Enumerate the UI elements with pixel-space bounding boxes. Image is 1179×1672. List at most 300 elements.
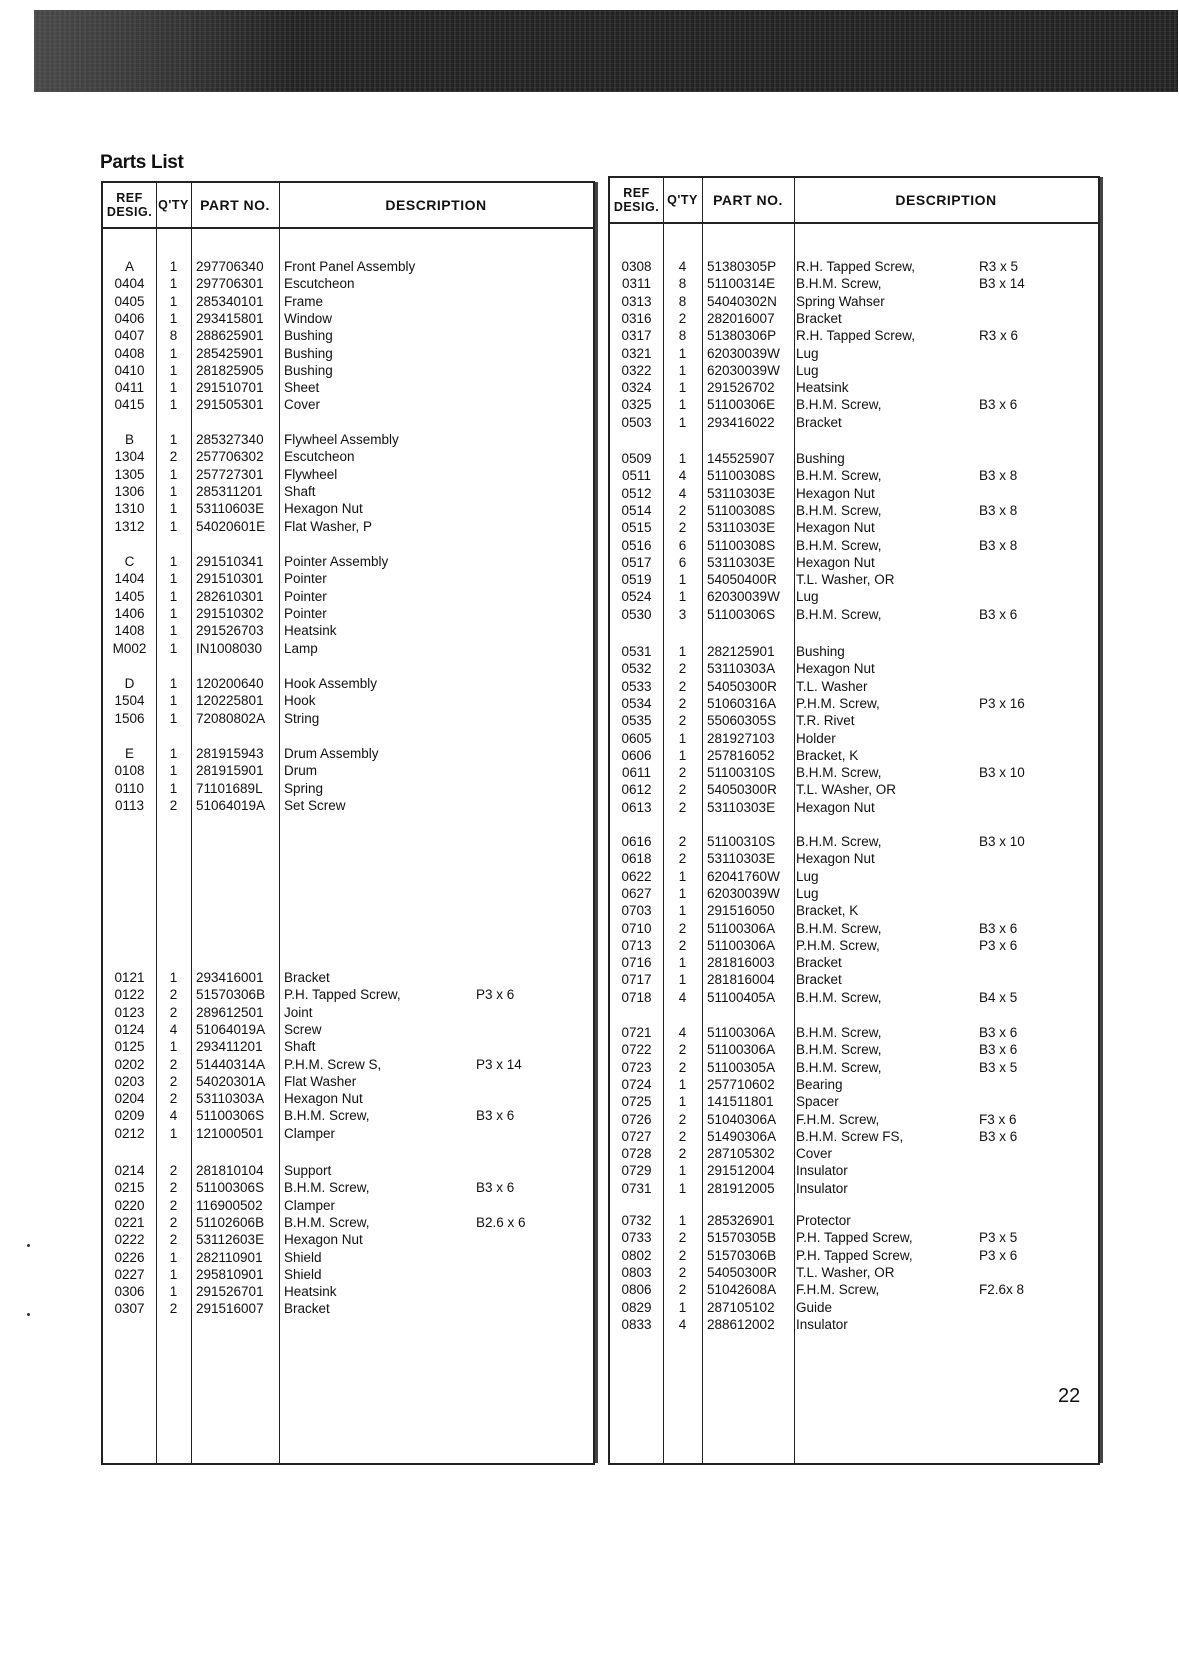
part-no-cell: 54050300R — [707, 1265, 777, 1280]
description-cell: Bushing — [796, 644, 845, 659]
ref-desig-cell: 0524 — [621, 589, 652, 604]
size-cell: B3 x 6 — [979, 397, 1018, 412]
description-cell: Holder — [796, 731, 836, 746]
ref-desig-cell: 0407 — [114, 328, 145, 343]
table-row — [610, 362, 1098, 379]
table-row — [610, 1229, 1098, 1246]
table-row — [103, 448, 593, 465]
ref-desig-cell: 0313 — [621, 294, 652, 309]
table-row — [610, 1145, 1098, 1162]
ref-desig-cell: 0204 — [114, 1091, 145, 1106]
part-no-cell: 293411201 — [196, 1039, 263, 1054]
qty-cell: 1 — [678, 869, 687, 884]
table-row — [610, 747, 1098, 764]
size-cell: B3 x 10 — [979, 834, 1025, 849]
ref-desig-cell: 0833 — [621, 1317, 652, 1332]
table-row — [610, 660, 1098, 677]
part-no-cell: 291526701 — [196, 1284, 264, 1299]
part-no-cell: 145525907 — [707, 451, 775, 466]
qty-cell: 1 — [678, 1077, 687, 1092]
part-no-cell: 257727301 — [196, 467, 264, 482]
description-cell: T.L. Washer, OR — [796, 572, 895, 587]
ref-desig-cell: 0509 — [621, 451, 652, 466]
size-cell: B3 x 6 — [979, 1129, 1018, 1144]
part-no-cell: 289612501 — [196, 1005, 264, 1020]
header-banner — [34, 10, 1178, 92]
description-cell: Heatsink — [796, 380, 849, 395]
part-no-cell: 53110303E — [707, 555, 776, 570]
size-cell: B3 x 8 — [979, 538, 1018, 553]
ref-desig-cell: 0717 — [621, 972, 652, 987]
description-cell: Bracket — [796, 955, 842, 970]
description-cell: Bracket — [284, 1301, 330, 1316]
ref-desig-cell: 0316 — [621, 311, 652, 326]
description-cell: Insulator — [796, 1163, 848, 1178]
description-cell: Bushing — [796, 451, 845, 466]
part-no-cell: 291505301 — [196, 397, 264, 412]
qty-cell: 1 — [169, 501, 178, 516]
ref-desig-cell: 0616 — [621, 834, 652, 849]
ref-desig-cell: 0220 — [114, 1198, 145, 1213]
table-row — [103, 1090, 593, 1107]
description-cell: Spring Wahser — [796, 294, 885, 309]
ref-desig-cell: 0214 — [114, 1163, 145, 1178]
table-row — [610, 678, 1098, 695]
qty-cell: 8 — [169, 328, 178, 343]
part-no-cell: 281915901 — [196, 763, 264, 778]
description-cell: Pointer Assembly — [284, 554, 389, 569]
qty-cell: 1 — [169, 623, 178, 638]
table-row — [103, 675, 593, 692]
table-row — [610, 643, 1098, 660]
table-row — [103, 518, 593, 535]
ref-desig-cell: 1304 — [114, 449, 145, 464]
qty-cell: 1 — [678, 1094, 687, 1109]
description-cell: Bushing — [284, 363, 333, 378]
table-row — [103, 483, 593, 500]
ref-desig-cell: 0618 — [621, 851, 652, 866]
description-cell: B.H.M. Screw, — [796, 1025, 882, 1040]
table-row — [103, 1283, 593, 1300]
size-cell: B3 x 8 — [979, 468, 1018, 483]
part-no-cell: 53110303A — [707, 661, 776, 676]
description-cell: Hexagon Nut — [796, 851, 875, 866]
ref-desig-cell: C — [124, 554, 135, 569]
part-no-cell: 51100308S — [707, 503, 776, 518]
header-description: DESCRIPTION — [385, 197, 487, 213]
table-row — [103, 1038, 593, 1055]
table-row — [103, 345, 593, 362]
part-no-cell: 54020601E — [196, 519, 266, 534]
size-cell: B4 x 5 — [979, 990, 1018, 1005]
table-row — [610, 764, 1098, 781]
table-row — [103, 1162, 593, 1179]
table-row — [610, 327, 1098, 344]
part-no-cell: 291512004 — [707, 1163, 775, 1178]
ref-desig-cell: 0121 — [114, 970, 145, 985]
header-part-no: PART NO. — [713, 192, 783, 208]
part-no-cell: 62030039W — [707, 363, 780, 378]
description-cell: Insulator — [796, 1317, 848, 1332]
table-row — [610, 414, 1098, 431]
description-cell: Hexagon Nut — [284, 501, 363, 516]
header-qty: Q'TY — [667, 193, 698, 207]
table-row — [610, 1059, 1098, 1076]
description-cell: Cover — [284, 397, 321, 412]
ref-desig-cell: 0222 — [114, 1232, 145, 1247]
part-no-cell: 54020301A — [196, 1074, 266, 1089]
size-cell: P3 x 6 — [979, 1248, 1018, 1263]
description-cell: P.H.M. Screw, — [796, 938, 880, 953]
qty-cell: 1 — [678, 748, 687, 763]
part-no-cell: 51100306E — [707, 397, 776, 412]
qty-cell: 1 — [678, 886, 687, 901]
qty-cell: 1 — [169, 346, 178, 361]
size-cell: R3 x 5 — [979, 259, 1019, 274]
page-number: 22 — [1058, 1385, 1081, 1407]
part-no-cell: 288625901 — [196, 328, 264, 343]
qty-cell: 2 — [678, 661, 687, 676]
qty-cell: 1 — [169, 1126, 178, 1141]
description-cell: B.H.M. Screw, — [796, 921, 882, 936]
qty-cell: 2 — [678, 1042, 687, 1057]
ref-desig-cell: 0727 — [621, 1129, 652, 1144]
ref-desig-cell: 0611 — [621, 765, 652, 780]
table-row — [103, 379, 593, 396]
qty-cell: 2 — [678, 1230, 687, 1245]
table-row — [103, 293, 593, 310]
description-cell: Insulator — [796, 1181, 848, 1196]
part-no-cell: 257706302 — [196, 449, 264, 464]
description-cell: B.H.M. Screw, — [284, 1180, 370, 1195]
part-no-cell: 53110303E — [707, 800, 776, 815]
qty-cell: 6 — [678, 555, 687, 570]
description-cell: Hexagon Nut — [796, 800, 875, 815]
qty-cell: 1 — [678, 903, 687, 918]
ref-desig-cell: 0803 — [621, 1265, 652, 1280]
description-cell: Lug — [796, 886, 819, 901]
size-cell: P3 x 6 — [979, 938, 1018, 953]
size-cell: P3 x 5 — [979, 1230, 1018, 1245]
part-no-cell: 55060305S — [707, 713, 777, 728]
description-cell: Lug — [796, 363, 819, 378]
description-cell: Support — [284, 1163, 332, 1178]
part-no-cell: 54040302N — [707, 294, 777, 309]
table-row — [103, 310, 593, 327]
parts-table-right — [608, 176, 1100, 1463]
description-cell: Flywheel — [284, 467, 338, 482]
description-cell: Frame — [284, 294, 324, 309]
qty-cell: 1 — [169, 363, 178, 378]
qty-cell: 2 — [169, 1005, 178, 1020]
ref-desig-cell: 0530 — [621, 607, 652, 622]
table-header — [103, 183, 593, 229]
table-row — [103, 780, 593, 797]
description-cell: Bearing — [796, 1077, 843, 1092]
ref-desig-cell: 0113 — [114, 798, 145, 813]
table-row — [610, 868, 1098, 885]
size-cell: B3 x 8 — [979, 503, 1018, 518]
qty-cell: 2 — [678, 1282, 687, 1297]
ref-desig-cell: 0713 — [621, 938, 652, 953]
qty-cell: 2 — [678, 851, 687, 866]
description-cell: Lug — [796, 589, 819, 604]
qty-cell: 2 — [678, 503, 687, 518]
part-no-cell: 282016007 — [707, 311, 775, 326]
qty-cell: 1 — [169, 380, 178, 395]
description-cell: B.H.M. Screw, — [796, 765, 882, 780]
qty-cell: 1 — [678, 589, 687, 604]
qty-cell: 1 — [169, 554, 178, 569]
description-cell: T.L. Washer — [796, 679, 868, 694]
part-no-cell: 281912005 — [707, 1181, 775, 1196]
table-row — [103, 745, 593, 762]
qty-cell: 1 — [678, 451, 687, 466]
part-no-cell: 287105302 — [707, 1146, 775, 1161]
qty-cell: 2 — [678, 765, 687, 780]
qty-cell: 2 — [678, 311, 687, 326]
ref-desig-cell: 0202 — [114, 1057, 145, 1072]
table-row — [103, 1249, 593, 1266]
part-no-cell: 291526703 — [196, 623, 264, 638]
table-bottom-rule — [101, 1463, 595, 1465]
size-cell: F2.6x 8 — [979, 1282, 1025, 1297]
description-cell: Lamp — [284, 641, 318, 656]
qty-cell: 6 — [678, 538, 687, 553]
qty-cell: 1 — [169, 763, 178, 778]
size-cell: B3 x 6 — [476, 1108, 515, 1123]
ref-desig-cell: 1406 — [114, 606, 145, 621]
ref-desig-cell: M002 — [112, 641, 147, 656]
part-no-cell: 62041760W — [707, 869, 780, 884]
table-row — [610, 450, 1098, 467]
ref-desig-cell: 0724 — [621, 1077, 652, 1092]
table-row — [610, 1316, 1098, 1333]
description-cell: Window — [284, 311, 333, 326]
part-no-cell: 51100306S — [196, 1108, 265, 1123]
ref-desig-cell: 0308 — [621, 259, 652, 274]
description-cell: Spring — [284, 781, 324, 796]
description-cell: P.H.M. Screw S, — [284, 1057, 382, 1072]
description-cell: Flat Washer, P — [284, 519, 373, 534]
part-no-cell: 51060316A — [707, 696, 777, 711]
table-row — [610, 989, 1098, 1006]
part-no-cell: 291516007 — [196, 1301, 264, 1316]
part-no-cell: 51100405A — [707, 990, 776, 1005]
ref-desig-cell: 0534 — [621, 696, 652, 711]
qty-cell: 1 — [678, 1181, 687, 1196]
table-row — [103, 1056, 593, 1073]
table-row — [610, 712, 1098, 729]
part-no-cell: 51100306A — [707, 1025, 776, 1040]
qty-cell: 2 — [678, 834, 687, 849]
part-no-cell: 51040306A — [707, 1112, 777, 1127]
qty-cell: 2 — [169, 1198, 178, 1213]
part-no-cell: 281825905 — [196, 363, 264, 378]
ref-desig-cell: 0725 — [621, 1094, 652, 1109]
part-no-cell: 62030039W — [707, 346, 780, 361]
table-row — [610, 606, 1098, 623]
qty-cell: 2 — [678, 938, 687, 953]
qty-cell: 1 — [169, 311, 178, 326]
ref-desig-cell: 0627 — [621, 886, 652, 901]
size-cell: B2.6 x 6 — [476, 1215, 526, 1230]
size-cell: P3 x 16 — [979, 696, 1025, 711]
part-no-cell: 51440314A — [196, 1057, 266, 1072]
header-ref-desig: REF DESIG. — [106, 191, 153, 219]
description-cell: Clamper — [284, 1198, 336, 1213]
qty-cell: 2 — [169, 987, 178, 1002]
table-row — [610, 730, 1098, 747]
qty-cell: 4 — [678, 1025, 687, 1040]
part-no-cell: 295810901 — [196, 1267, 264, 1282]
ref-desig-cell: 0306 — [114, 1284, 145, 1299]
qty-cell: 2 — [678, 1112, 687, 1127]
size-cell: B3 x 6 — [979, 1042, 1018, 1057]
qty-cell: 2 — [678, 1248, 687, 1263]
qty-cell: 2 — [678, 1265, 687, 1280]
qty-cell: 1 — [169, 484, 178, 499]
part-no-cell: 51570306B — [196, 987, 266, 1002]
table-row — [610, 1299, 1098, 1316]
part-no-cell: 53110303E — [707, 486, 776, 501]
description-cell: Bushing — [284, 328, 333, 343]
table-row — [103, 692, 593, 709]
description-cell: Drum Assembly — [284, 746, 379, 761]
part-no-cell: 291526702 — [707, 380, 775, 395]
ref-desig-cell: 0226 — [114, 1250, 145, 1265]
ref-desig-cell: 0802 — [621, 1248, 652, 1263]
ref-desig-cell: 0721 — [621, 1025, 652, 1040]
qty-cell: 2 — [169, 1180, 178, 1195]
part-no-cell: 53110303E — [707, 851, 776, 866]
ref-desig-cell: 0410 — [114, 363, 145, 378]
description-cell: Lug — [796, 346, 819, 361]
description-cell: Hexagon Nut — [796, 661, 875, 676]
qty-cell: 1 — [678, 415, 687, 430]
part-no-cell: 281810104 — [196, 1163, 264, 1178]
qty-cell: 1 — [678, 572, 687, 587]
ref-desig-cell: 0703 — [621, 903, 652, 918]
description-cell: Shaft — [284, 1039, 316, 1054]
size-cell: B3 x 10 — [979, 765, 1025, 780]
description-cell: B.H.M. Screw, — [796, 834, 882, 849]
part-no-cell: 282110901 — [196, 1250, 263, 1265]
table-row — [610, 396, 1098, 413]
qty-cell: 1 — [678, 644, 687, 659]
table-row — [103, 605, 593, 622]
table-row — [610, 937, 1098, 954]
ref-desig-cell: 0311 — [621, 276, 652, 291]
description-cell: R.H. Tapped Screw, — [796, 328, 916, 343]
table-row — [103, 1073, 593, 1090]
description-cell: Pointer — [284, 589, 327, 604]
qty-cell: 1 — [678, 380, 687, 395]
part-no-cell: 282125901 — [707, 644, 775, 659]
qty-cell: 1 — [169, 294, 178, 309]
description-cell: B.H.M. Screw, — [796, 468, 882, 483]
table-row — [610, 537, 1098, 554]
description-cell: Heatsink — [284, 1284, 337, 1299]
table-row — [103, 466, 593, 483]
description-cell: Hexagon Nut — [796, 555, 875, 570]
size-cell: B3 x 5 — [979, 1060, 1018, 1075]
ref-desig-cell: 0209 — [114, 1108, 145, 1123]
ref-desig-cell: 0733 — [621, 1230, 652, 1245]
qty-cell: 2 — [678, 921, 687, 936]
description-cell: Hook — [284, 693, 316, 708]
table-row — [610, 781, 1098, 798]
qty-cell: 2 — [678, 1060, 687, 1075]
table-row — [610, 1041, 1098, 1058]
part-no-cell: 291510301 — [196, 571, 264, 586]
table-row — [610, 345, 1098, 362]
part-no-cell: 120200640 — [196, 676, 264, 691]
ref-desig-cell: 0321 — [621, 346, 652, 361]
qty-cell: 3 — [678, 607, 687, 622]
qty-cell: 2 — [169, 449, 178, 464]
description-cell: Shaft — [284, 484, 316, 499]
qty-cell: 1 — [169, 1039, 178, 1054]
part-no-cell: 285327340 — [196, 432, 264, 447]
part-no-cell: IN1008030 — [196, 641, 263, 656]
ref-desig-cell: 0723 — [621, 1060, 652, 1075]
table-row — [610, 588, 1098, 605]
description-cell: T.L. WAsher, OR — [796, 782, 897, 797]
qty-cell: 1 — [169, 432, 178, 447]
table-row — [610, 1212, 1098, 1229]
description-cell: Bracket, K — [796, 748, 859, 763]
part-no-cell: 51100305A — [707, 1060, 776, 1075]
header-description: DESCRIPTION — [895, 192, 997, 208]
description-cell: Heatsink — [284, 623, 337, 638]
part-no-cell: 281915943 — [196, 746, 264, 761]
part-no-cell: 293415801 — [196, 311, 264, 326]
table-header — [610, 178, 1098, 224]
description-cell: Guide — [796, 1300, 833, 1315]
part-no-cell: 51570306B — [707, 1248, 777, 1263]
description-cell: Escutcheon — [284, 449, 355, 464]
table-row — [103, 258, 593, 275]
ref-desig-cell: 0829 — [621, 1300, 652, 1315]
description-cell: Joint — [284, 1005, 313, 1020]
qty-cell: 2 — [169, 1163, 178, 1178]
table-row — [103, 986, 593, 1003]
table-row — [610, 1180, 1098, 1197]
qty-cell: 2 — [678, 520, 687, 535]
table-row — [610, 1111, 1098, 1128]
ref-desig-cell: 0317 — [621, 328, 652, 343]
part-no-cell: 53110603E — [196, 501, 265, 516]
description-cell: Cover — [796, 1146, 833, 1161]
part-no-cell: 297706301 — [196, 276, 264, 291]
part-no-cell: 293416001 — [196, 970, 264, 985]
table-row — [610, 1093, 1098, 1110]
ref-desig-cell: 0535 — [621, 713, 652, 728]
part-no-cell: 51100308S — [707, 468, 776, 483]
part-no-cell: 291510701 — [196, 380, 264, 395]
ref-desig-cell: 0622 — [621, 869, 652, 884]
table-row — [103, 1021, 593, 1038]
table-row — [103, 640, 593, 657]
description-cell: Bracket — [796, 415, 842, 430]
table-edge — [1100, 177, 1103, 1463]
part-no-cell: 141511801 — [707, 1094, 774, 1109]
ref-desig-cell: 0732 — [621, 1213, 652, 1228]
description-cell: B.H.M. Screw, — [796, 397, 882, 412]
description-cell: B.H.M. Screw, — [796, 276, 882, 291]
qty-cell: 1 — [678, 346, 687, 361]
